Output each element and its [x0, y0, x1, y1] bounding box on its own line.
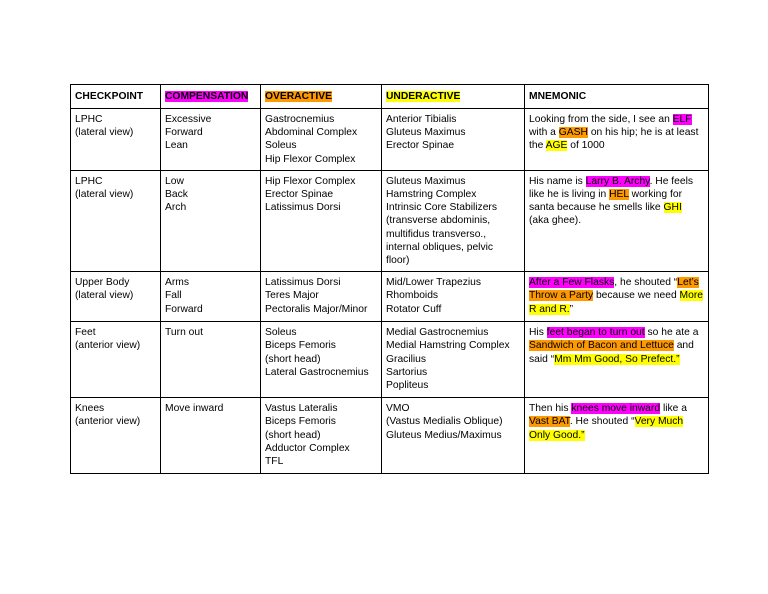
- cell-text: Looking from the side, I see an: [529, 114, 673, 125]
- table-row: [71, 170, 709, 271]
- mnemonic-cell: [525, 322, 709, 398]
- cell-text: Arms: [165, 277, 190, 289]
- cell-text: of 1000: [567, 140, 605, 152]
- cell-text: Anterior Tibialis: [386, 114, 457, 125]
- mnemonic-cell: [525, 109, 709, 171]
- underactive-cell: [382, 170, 525, 271]
- cell-text: Soleus: [265, 327, 297, 339]
- cell-text: VMO: [386, 403, 410, 415]
- cell-text: Turn out: [165, 327, 203, 339]
- cell-text: (short head): [265, 429, 321, 441]
- overactive-cell: [261, 272, 382, 322]
- cell-text: working for santa because he smells like: [529, 189, 683, 214]
- underactive-cell: [382, 272, 525, 322]
- overactive-cell: [261, 170, 382, 271]
- overactive-cell: [261, 398, 382, 474]
- underactive-cell: [382, 109, 525, 171]
- cell-text: Move inward: [165, 403, 224, 415]
- cell-text: with a: [529, 127, 559, 139]
- cell-text: . He feels like he is living in: [529, 175, 694, 201]
- cell-text: Gluteus Maximus: [386, 127, 466, 139]
- cell-text: Forward: [165, 303, 203, 315]
- cell-text: Latissimus Dorsi: [265, 202, 341, 214]
- cell-text: Medial Gastrocnemius: [386, 327, 489, 339]
- cell-text: Fall: [165, 290, 182, 302]
- highlighted-phrase: Let’s Throw a Party: [529, 277, 699, 302]
- cell-text: multifidus transverso.,: [386, 228, 487, 240]
- header-row: [71, 85, 709, 109]
- cell-text: Biceps Femoris: [265, 340, 336, 352]
- cell-text: Latissimus Dorsi: [265, 277, 341, 289]
- highlighted-phrase: GASH: [558, 127, 588, 139]
- cell-text: His: [529, 327, 547, 339]
- cell-text: (short head): [265, 353, 321, 365]
- overactive-cell: [261, 322, 382, 398]
- cell-text: (lateral view): [75, 290, 134, 302]
- cell-text: ”: [569, 303, 574, 315]
- highlighted-phrase: More R and R.: [529, 290, 704, 315]
- mnemonic-cell: [525, 398, 709, 474]
- cell-text: Sartorius: [386, 366, 428, 378]
- highlighted-phrase: Sandwich of Bacon and Lettuce: [529, 340, 674, 352]
- cell-text: (lateral view): [75, 127, 134, 139]
- cell-text: Intrinsic Core Stabilizers: [386, 202, 498, 214]
- compensation-cell: [161, 272, 261, 322]
- cell-text: floor): [386, 255, 410, 267]
- cell-text: Feet: [75, 327, 96, 339]
- cell-text: because we need: [593, 290, 680, 302]
- cell-text: CHECKPOINT: [75, 91, 144, 102]
- cell-text: Abdominal Complex: [265, 127, 358, 139]
- highlighted-phrase: HEL: [609, 189, 629, 201]
- cell-text: Back: [165, 189, 188, 201]
- mnemonic-cell: [525, 170, 709, 271]
- highlighted-phrase: Larry B. Archy: [585, 175, 650, 187]
- mnemonic-text: [529, 326, 704, 366]
- cell-text: Pectoralis Major/Minor: [265, 303, 368, 315]
- table-row: [71, 322, 709, 398]
- highlighted-phrase: feet began to turn out: [546, 327, 645, 339]
- cell-text: Erector Spinae: [386, 140, 455, 152]
- cell-text: Rotator Cuff: [386, 303, 442, 315]
- table-row: [71, 272, 709, 322]
- cell-text: LPHC: [75, 114, 103, 125]
- cell-text: like a: [660, 403, 687, 415]
- highlighted-phrase: GHI: [663, 202, 682, 214]
- overactive-cell: [261, 109, 382, 171]
- cell-text: Knees: [75, 403, 105, 415]
- cell-text: (anterior view): [75, 340, 141, 352]
- highlighted-phrase: ELF: [672, 114, 692, 125]
- underactive-cell: [382, 322, 525, 398]
- compensation-cell: [161, 170, 261, 271]
- cell-text: (anterior view): [75, 416, 141, 428]
- underactive-cell: [382, 398, 525, 474]
- cell-text: Mid/Lower Trapezius: [386, 277, 481, 289]
- table-row: [71, 398, 709, 474]
- highlighted-phrase: OVERACTIVE: [265, 91, 332, 102]
- compensation-cell: [161, 398, 261, 474]
- cell-text: Upper Body: [75, 277, 130, 289]
- cell-text: so he ate a: [644, 327, 699, 339]
- mnemonic-text: [529, 402, 704, 442]
- cell-text: Low: [165, 175, 184, 187]
- compensation-cell: [161, 109, 261, 171]
- compensation-cell: [161, 322, 261, 398]
- cell-text: MNEMONIC: [529, 91, 587, 102]
- cell-text: Hip Flexor Complex: [265, 175, 356, 187]
- cell-text: and said “: [529, 340, 694, 365]
- cell-text: Forward: [165, 127, 203, 139]
- cell-text: Gluteus Medius/Maximus: [386, 429, 502, 441]
- cell-text: TFL: [265, 456, 284, 468]
- cell-text: (lateral view): [75, 189, 134, 201]
- highlighted-phrase: UNDERACTIVE: [386, 91, 461, 102]
- cell-text: Hamstring Complex: [386, 189, 477, 201]
- header-overactive: [261, 85, 382, 109]
- cell-text: Biceps Femoris: [265, 416, 336, 428]
- cell-text: (transverse abdominis,: [386, 215, 491, 227]
- highlighted-phrase: Very Much Only Good.”: [529, 416, 684, 441]
- cell-text: Teres Major: [265, 290, 319, 302]
- cell-text: Erector Spinae: [265, 189, 334, 201]
- highlighted-phrase: AGE: [545, 140, 568, 152]
- cell-text: Excessive: [165, 114, 212, 125]
- highlighted-phrase: After a Few Flasks: [529, 277, 615, 289]
- cell-text: Lean: [165, 140, 188, 152]
- cell-text: Gracilius: [386, 353, 427, 365]
- cell-text: (Vastus Medialis Oblique): [386, 416, 503, 428]
- checkpoint-cell: [71, 170, 161, 271]
- table-row: [71, 109, 709, 171]
- cell-text: His name is: [529, 175, 586, 187]
- cell-text: Gastrocnemius: [265, 114, 335, 125]
- highlighted-phrase: Mm Mm Good, So Prefect.”: [554, 353, 680, 365]
- mnemonic-text: [529, 175, 704, 228]
- cell-text: on his hip; he is at least the: [529, 127, 699, 152]
- cell-text: . He shouted “: [569, 416, 635, 428]
- cell-text: internal obliques, pelvic: [386, 241, 494, 253]
- mnemonic-cell: [525, 272, 709, 322]
- cell-text: Hip Flexor Complex: [265, 153, 356, 165]
- mnemonic-text: [529, 113, 704, 153]
- cell-text: Arch: [165, 202, 187, 214]
- checkpoint-cell: [71, 272, 161, 322]
- checkpoint-cell: [71, 322, 161, 398]
- highlighted-phrase: knees move inward: [571, 403, 661, 415]
- cell-text: Rhomboids: [386, 290, 439, 302]
- cell-text: , he shouted “: [614, 277, 678, 289]
- header-checkpoint: [71, 85, 161, 109]
- cell-text: (aka ghee).: [529, 215, 582, 227]
- cell-text: Soleus: [265, 140, 297, 152]
- cell-text: LPHC: [75, 175, 103, 187]
- header-mnemonic: [525, 85, 709, 109]
- header-compensation: [161, 85, 261, 109]
- cell-text: Then his: [529, 403, 572, 415]
- highlighted-phrase: Vast BAT: [529, 416, 570, 428]
- cell-text: Adductor Complex: [265, 442, 350, 454]
- cell-text: Popliteus: [386, 380, 429, 392]
- cell-text: Gluteus Maximus: [386, 175, 466, 187]
- highlighted-phrase: COMPENSATION: [165, 91, 249, 102]
- checkpoint-cell: [71, 109, 161, 171]
- checkpoint-cell: [71, 398, 161, 474]
- cell-text: Lateral Gastrocnemius: [265, 366, 369, 378]
- mnemonic-text: [529, 276, 704, 316]
- cell-text: Vastus Lateralis: [265, 403, 338, 415]
- cell-text: Medial Hamstring Complex: [386, 340, 510, 352]
- muscle-imbalance-table: [70, 84, 709, 474]
- header-underactive: [382, 85, 525, 109]
